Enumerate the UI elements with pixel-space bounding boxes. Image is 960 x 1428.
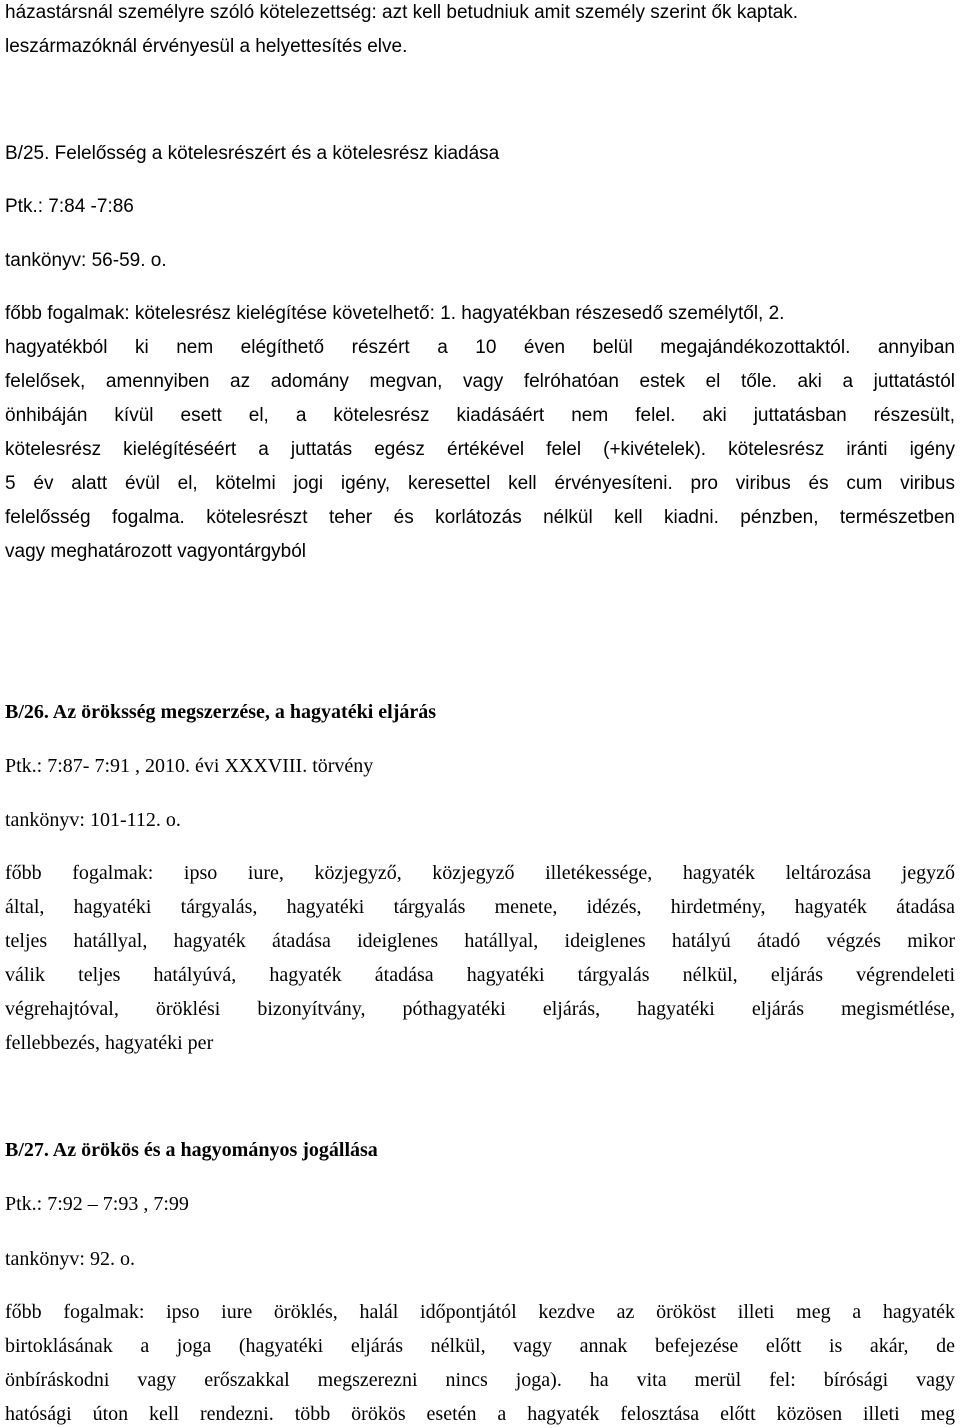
- paragraph-line: által, hagyatéki tárgyalás, hagyatéki tárgyalás menete, idézés, hirdetmény, hagyaték átadása: [5, 896, 955, 918]
- paragraph-line: főbb fogalmak: ipso iure, közjegyző, közjegyző illetékessége, hagyaték leltározása jegyző: [5, 862, 955, 884]
- paragraph-line: főbb fogalmak: ipso iure öröklés, halál időpontjától kezdve az örököst illeti meg a hagyaték: [5, 1301, 955, 1323]
- section-heading-b27: B/27. Az örökös és a hagyományos jogállása: [5, 1139, 378, 1161]
- paragraph-line: önhibáján kívül esett el, a kötelesrész kiadásáért nem felel. aki juttatásban részesült,: [5, 405, 955, 426]
- paragraph-line: hatósági úton kell rendezni. több örökös esetén a hagyaték felosztása előtt közösen illeti meg: [5, 1403, 955, 1425]
- section-heading-b26: B/26. Az öröksség megszerzése, a hagyatéki eljárás: [5, 701, 437, 723]
- paragraph-line: felelősek, amennyiben az adomány megvan, vagy felróhatóan estek el tőle. aki a juttatástól: [5, 371, 955, 392]
- section-heading-b25: B/25. Felelősség a kötelesrészért és a kötelesrész kiadása: [5, 143, 500, 164]
- paragraph-line: vagy meghatározott vagyontárgyból: [5, 541, 307, 562]
- paragraph-line: válik teljes hatályúvá, hagyaték átadása hagyatéki tárgyalás nélkül, eljárás végrendeleti: [5, 964, 955, 986]
- text-line: leszármazóknál érvényesül a helyettesítés elve.: [5, 36, 408, 57]
- paragraph-line: önbíráskodni vagy erőszakkal megszerezni nincs joga). ha vita merül fel: bírósági vagy: [5, 1369, 955, 1391]
- paragraph-line: felelősség fogalma. kötelesrészt teher és korlátozás nélkül kell kiadni. pénzben, természetben: [5, 507, 955, 528]
- text-line: házastársnál személyre szóló kötelezettség: azt kell betudniuk amit személy szerint ők kaptak.: [5, 2, 799, 23]
- paragraph-line: teljes hatállyal, hagyaték átadása ideiglenes hatállyal, ideiglenes hatályú átadó végzés mikor: [5, 930, 955, 952]
- paragraph-line: 5 év alatt évül el, kötelmi jogi igény, keresettel kell érvényesíteni. pro viribus és cum viribus: [5, 473, 955, 494]
- paragraph-line: végrehajtóval, öröklési bizonyítvány, póthagyatéki eljárás, hagyatéki eljárás megismétlése,: [5, 998, 955, 1020]
- paragraph-line: hagyatékból ki nem elégíthető részért a 10 éven belül megajándékozottaktól. annyiban: [5, 337, 955, 358]
- paragraph-line: kötelesrész kielégítéséért a juttatás egész értékével felel (+kivételek). kötelesrész iránti igény: [5, 439, 955, 460]
- ptk-reference: Ptk.: 7:84 -7:86: [5, 196, 134, 217]
- ptk-reference: Ptk.: 7:87- 7:91 , 2010. évi XXXVIII. törvény: [5, 755, 374, 777]
- textbook-reference: tankönyv: 101-112. o.: [5, 809, 181, 831]
- paragraph-line: fellebbezés, hagyatéki per: [5, 1032, 214, 1054]
- textbook-reference: tankönyv: 56-59. o.: [5, 250, 167, 271]
- paragraph-line: birtoklásának a joga (hagyatéki eljárás nélkül, vagy annak befejezése előtt is akár, de: [5, 1335, 955, 1357]
- paragraph-line: főbb fogalmak: kötelesrész kielégítése követelhető: 1. hagyatékban részesedő személytől, 2.: [5, 303, 785, 324]
- textbook-reference: tankönyv: 92. o.: [5, 1248, 135, 1270]
- ptk-reference: Ptk.: 7:92 – 7:93 , 7:99: [5, 1193, 189, 1215]
